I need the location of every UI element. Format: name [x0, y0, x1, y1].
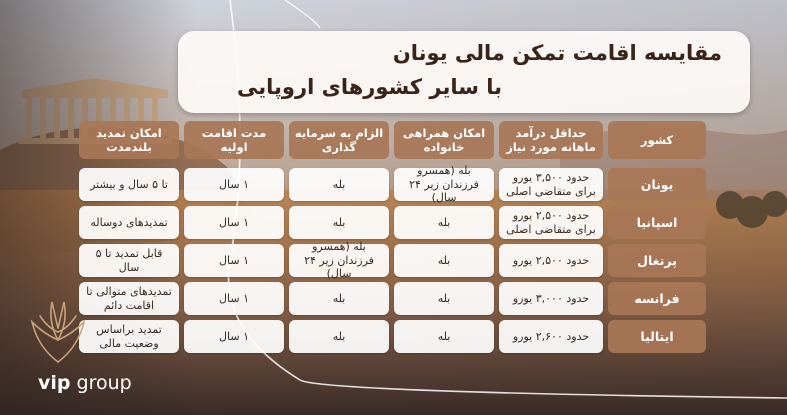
family-cell: بله: [394, 244, 494, 277]
header-initial-residence: مدت اقامت اولیه: [184, 121, 284, 159]
logo-vip: vip: [38, 372, 71, 394]
country-cell: ایتالیا: [608, 320, 706, 353]
initial-residence-cell: ۱ سال: [184, 244, 284, 277]
logo-text: [38, 372, 132, 394]
vip-group-logo-icon: [18, 292, 98, 372]
header-country: کشور: [608, 121, 706, 159]
header-long-term: امکان تمدید بلندمدت: [79, 121, 179, 159]
investment-cell: بله: [289, 168, 389, 201]
country-cell: اسپانیا: [608, 206, 706, 239]
country-cell: یونان: [608, 168, 706, 201]
family-cell: بله: [394, 282, 494, 315]
logo-group: group: [76, 372, 132, 394]
title-box: [178, 31, 750, 113]
family-cell: بله: [394, 320, 494, 353]
header-family: امکان همراهی خانواده: [394, 121, 494, 159]
min-income-cell: حدود ۳,۵۰۰ یورو برای متقاضی اصلی: [499, 168, 603, 201]
family-cell: بله: [394, 206, 494, 239]
initial-residence-cell: ۱ سال: [184, 206, 284, 239]
page-subtitle: با سایر کشورهای اروپایی: [237, 75, 502, 99]
investment-cell: بله: [289, 320, 389, 353]
header-min-income: حداقل درآمد ماهانه مورد نیاز: [499, 121, 603, 159]
long-term-cell: تا ۵ سال و بیشتر: [79, 168, 179, 201]
initial-residence-cell: ۱ سال: [184, 320, 284, 353]
long-term-cell: تمدید براساس وضعیت مالی: [79, 320, 179, 353]
country-cell: فرانسه: [608, 282, 706, 315]
investment-cell: بله: [289, 282, 389, 315]
header-investment: الزام به سرمایه گذاری: [289, 121, 389, 159]
min-income-cell: حدود ۳,۰۰۰ یورو: [499, 282, 603, 315]
long-term-cell: قابل تمدید تا ۵ سال: [79, 244, 179, 277]
min-income-cell: حدود ۲,۵۰۰ یورو: [499, 244, 603, 277]
min-income-cell: حدود ۲,۶۰۰ یورو: [499, 320, 603, 353]
long-term-cell: تمدیدهای دوساله: [79, 206, 179, 239]
page-title: مقایسه اقامت تمکن مالی یونان: [392, 41, 722, 65]
long-term-cell: تمدیدهای متوالی تا اقامت دائم: [79, 282, 179, 315]
investment-cell: بله (همسرو فرزندان زیر ۲۴ سال): [289, 244, 389, 277]
initial-residence-cell: ۱ سال: [184, 168, 284, 201]
initial-residence-cell: ۱ سال: [184, 282, 284, 315]
country-cell: پرتغال: [608, 244, 706, 277]
min-income-cell: حدود ۲,۵۰۰ یورو برای متقاضی اصلی: [499, 206, 603, 239]
investment-cell: بله: [289, 206, 389, 239]
family-cell: بله (همسرو فرزندان زیر ۲۴ سال): [394, 168, 494, 201]
